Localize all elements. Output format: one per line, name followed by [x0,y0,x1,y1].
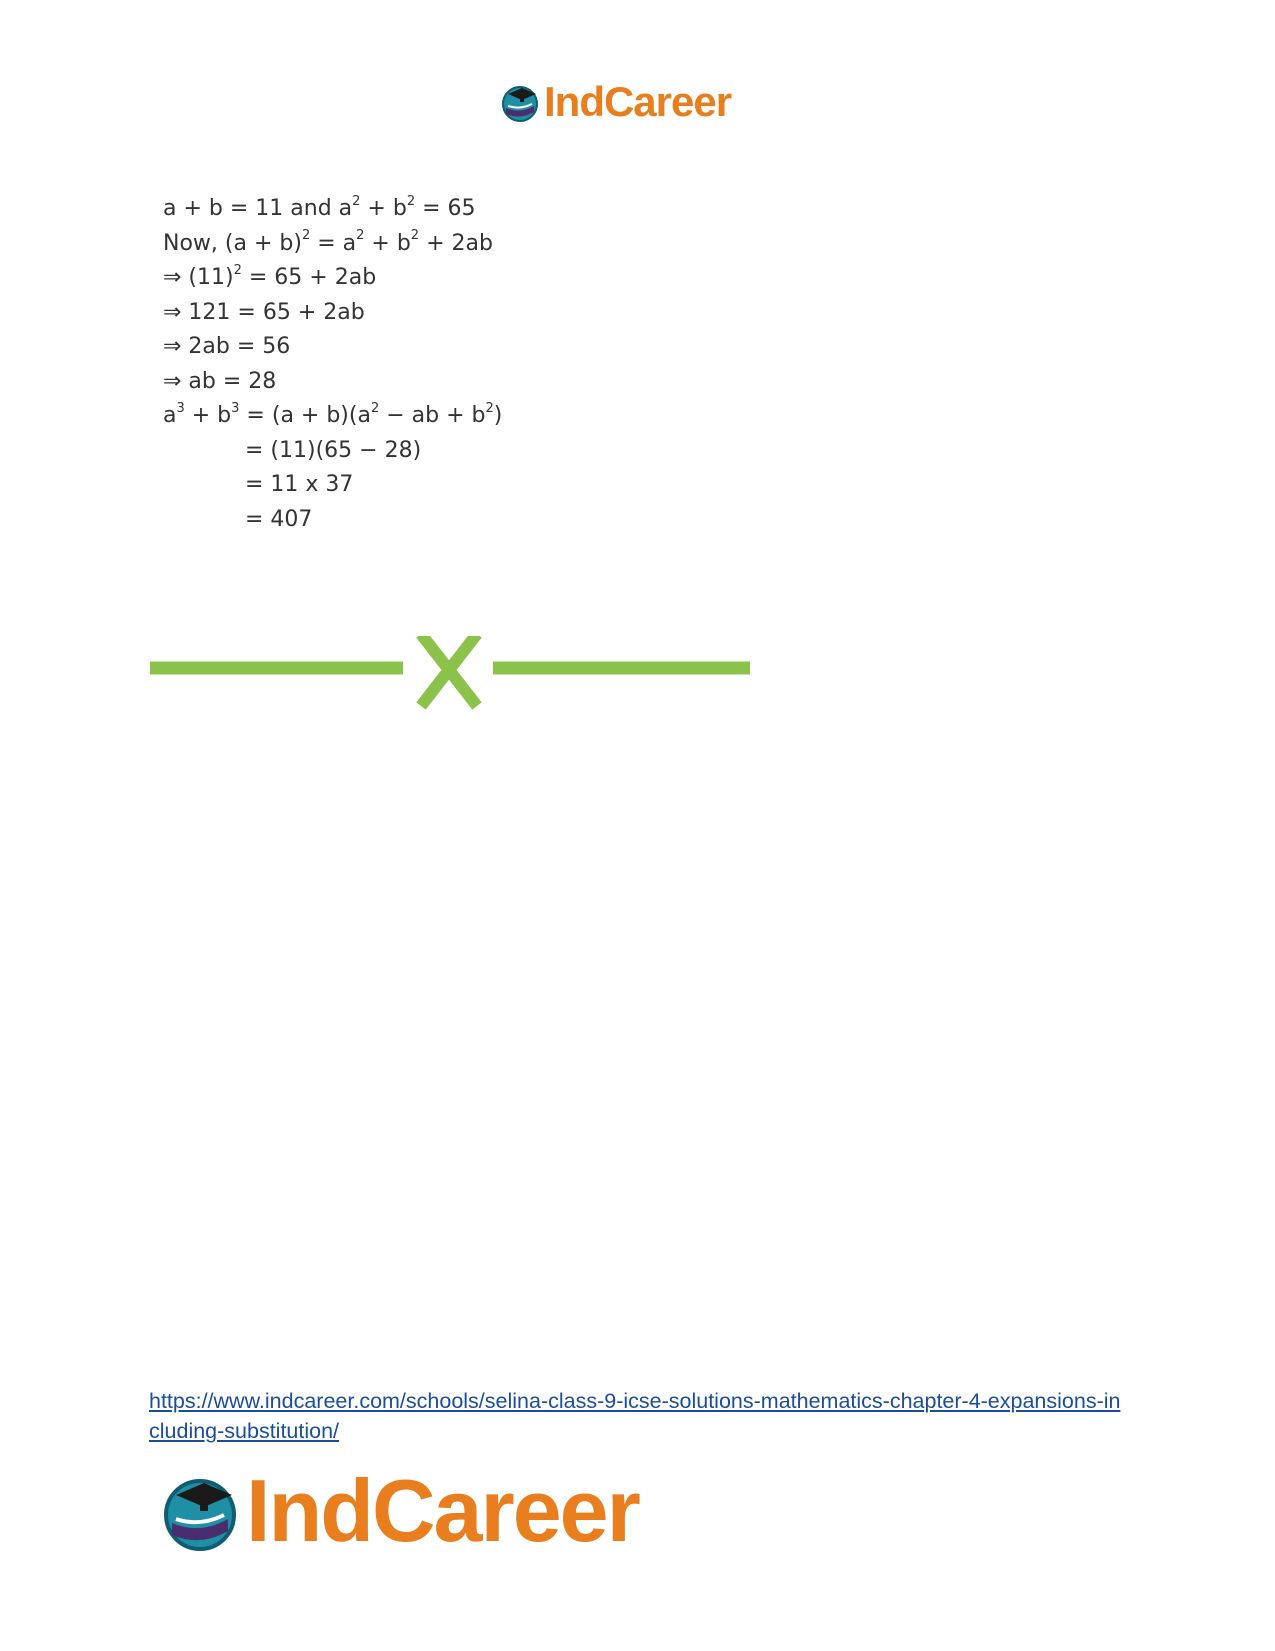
solution-steps [163,192,502,537]
exponent: 2 [233,262,242,278]
logo-wordmark: IndCareer [246,1461,639,1560]
math-text: = 65 [415,196,476,221]
solution-line [163,503,502,538]
solution-line [163,330,502,365]
math-text: ⇒ 2ab = 56 [163,334,291,359]
solution-line [163,261,502,296]
exponent: 3 [176,400,185,416]
math-text: + b [360,196,407,221]
math-text: a [163,403,177,428]
header-logo[interactable] [500,78,731,126]
math-text: = 65 + 2ab [241,265,377,290]
math-text: = (a + b)(a [239,403,371,428]
exponent: 2 [406,193,416,209]
exponent: 2 [356,228,365,244]
exponent: 2 [370,400,380,416]
graduation-globe-icon [160,1471,240,1551]
exponent: 3 [231,400,240,416]
solution-line [163,399,502,434]
math-text: + 2ab [419,230,493,256]
solution-line [163,192,502,227]
math-text: + b [364,230,411,256]
solution-line [163,227,502,262]
exponent: 2 [410,228,420,244]
solution-line [163,434,502,469]
logo-wordmark: IndCareer [544,78,732,125]
math-text: ⇒ ab = 28 [163,368,277,394]
exponent: 2 [485,400,494,416]
math-text: a + b = 11 and a [163,196,353,221]
math-text: ) [493,403,503,428]
graduation-globe-icon [500,82,540,122]
math-text: − ab + b [379,403,486,428]
math-text: = a [310,230,357,256]
footer-logo[interactable] [160,1460,639,1562]
cross-icon [421,636,477,706]
section-separator [150,636,750,716]
math-text: ⇒ (11) [163,265,234,290]
math-text: = 407 [245,506,313,532]
exponent: 2 [301,228,311,244]
exponent: 2 [352,193,361,209]
math-text: = 11 x 37 [245,472,354,497]
math-text: + b [184,403,232,428]
solution-line [163,365,502,400]
math-text: ⇒ 121 = 65 + 2ab [163,299,365,325]
solution-line [163,468,502,503]
math-text: Now, (a + b) [163,230,302,256]
solution-line [163,296,502,331]
math-text: = (11)(65 − 28) [245,437,422,463]
source-url-link[interactable]: https://www.indcareer.com/schools/selina-class-9-icse-solutions-mathematics-chapter-4-expansions-including-substitution/ [149,1389,1121,1443]
